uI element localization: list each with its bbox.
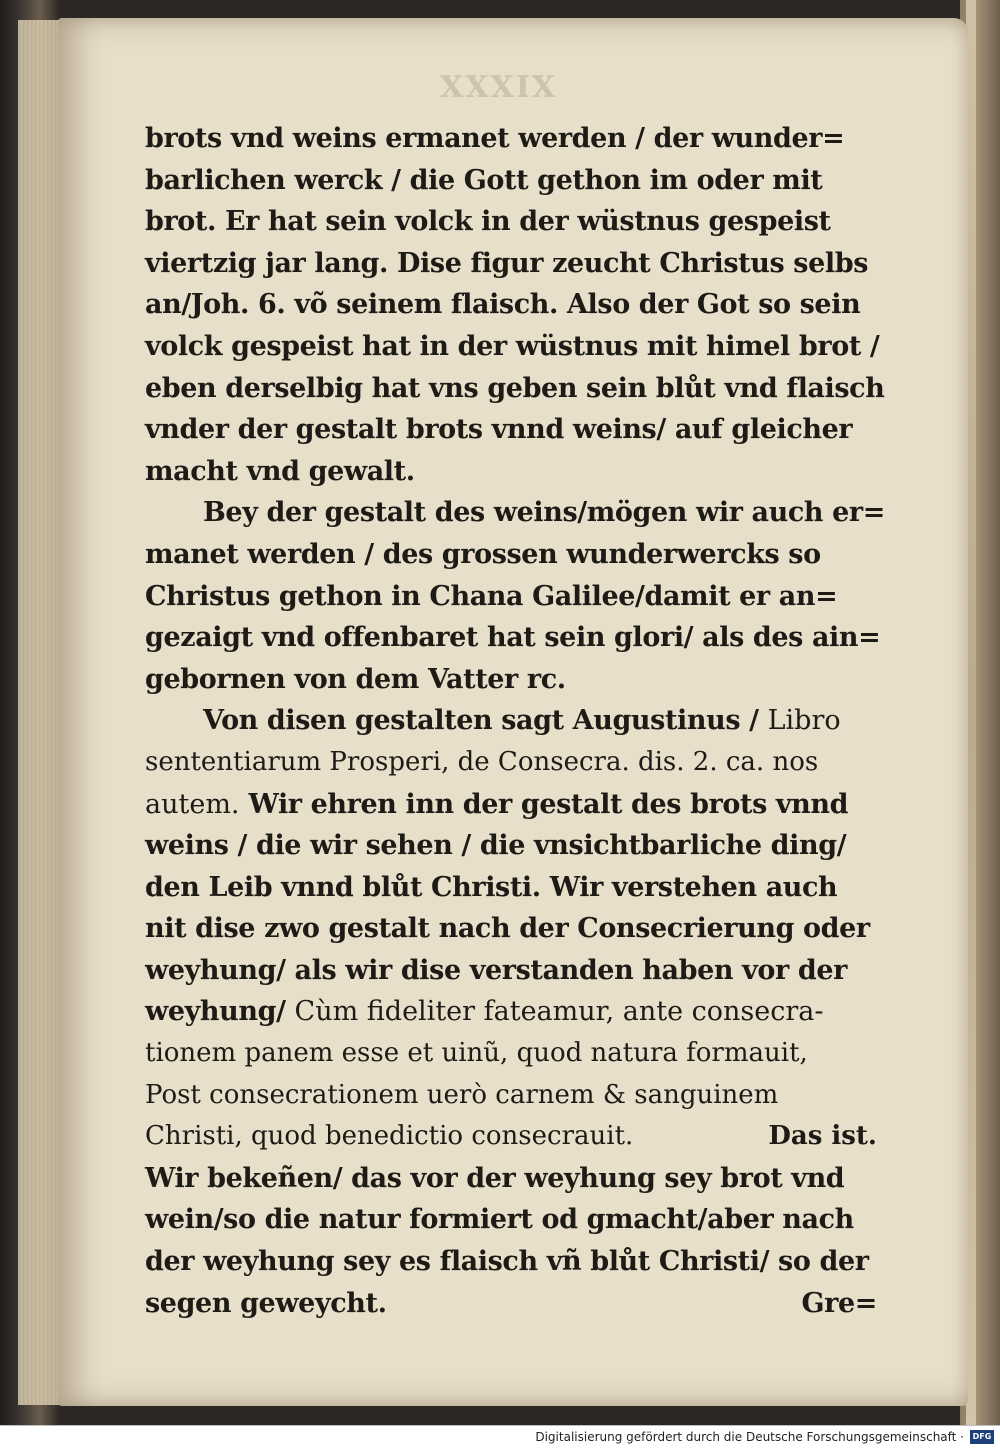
- text-line-latin: [145, 1116, 885, 1158]
- latin-span: Libro: [767, 705, 841, 737]
- text-line: eben derselbig hat vns geben sein blůt vnd flaisch: [145, 372, 885, 404]
- dfg-logo-icon: DFG: [970, 1430, 994, 1444]
- text-line-latin: sententiarum Prosperi, de Consecra. dis. 2. ca. nos: [145, 746, 819, 777]
- text-line: vnder der gestalt brots vnnd weins/ auf gleicher: [145, 414, 853, 446]
- text-line: barlichen werck / die Gott gethon im oder mit: [145, 164, 823, 196]
- text-line: manet werden / des grossen wunderwercks so: [145, 538, 821, 570]
- text-span: Von disen gestalten sagt Augustinus /: [203, 705, 759, 737]
- text-span: segen geweycht.: [145, 1287, 387, 1319]
- text-span: Wir ehren inn der gestalt des brots vnnd: [248, 788, 849, 820]
- text-line: Christus gethon in Chana Galilee/damit er an=: [145, 580, 838, 612]
- footer-credit: Digitalisierung gefördert durch die Deutsche Forschungsgemeinschaft ·: [535, 1430, 964, 1444]
- text-line: [145, 991, 885, 1033]
- text-line: der weyhung sey es flaisch vñ blůt Christi/ so der: [145, 1246, 869, 1278]
- latin-span: Cùm fideliter fateamur, ante consecra-: [294, 996, 824, 1028]
- text-line: wein/so die natur formiert od gmacht/aber nach: [145, 1204, 854, 1236]
- latin-span: Christi, quod benedictio consecrauit.: [145, 1121, 634, 1152]
- text-line: viertzig jar lang. Dise figur zeucht Christus selbs: [145, 247, 868, 279]
- text-line-latin: tionem panem esse et uinũ, quod natura formauit,: [145, 1038, 808, 1069]
- page-folio-number: XXXIX: [440, 70, 558, 105]
- text-span: Das ist.: [768, 1121, 877, 1152]
- text-line: [145, 1283, 885, 1325]
- page-text-block: [145, 118, 885, 1324]
- latin-span: autem.: [145, 788, 240, 820]
- text-line: gezaigt vnd offenbaret hat sein glori/ als des ain=: [145, 622, 881, 654]
- text-line: [145, 784, 885, 826]
- text-line: Wir bekeñen/ das vor der weyhung sey brot vnd: [145, 1162, 845, 1194]
- text-line: nit dise zwo gestalt nach der Consecrierung oder: [145, 913, 870, 945]
- text-line: weyhung/ als wir dise verstanden haben vor der: [145, 954, 847, 986]
- text-line: volck gespeist hat in der wüstnus mit himel brot /: [145, 330, 880, 362]
- text-line: gebornen von dem Vatter rc.: [145, 663, 566, 695]
- text-line: an/Joh. 6. võ seinem flaisch. Also der Got so sein: [145, 289, 861, 321]
- catchword: Gre=: [801, 1287, 877, 1319]
- text-line: macht vnd gewalt.: [145, 455, 415, 487]
- text-line: brot. Er hat sein volck in der wüstnus gespeist: [145, 206, 831, 238]
- page-stack-edge: [18, 20, 60, 1405]
- text-line: Bey der gestalt des weins/mögen wir auch er=: [203, 497, 885, 529]
- text-line: den Leib vnnd blůt Christi. Wir verstehen auch: [145, 871, 838, 903]
- text-line: brots vnd weins ermanet werden / der wunder=: [145, 123, 845, 154]
- text-span: weyhung/: [145, 996, 286, 1028]
- text-line: weins / die wir sehen / die vnsichtbarliche ding/: [145, 830, 847, 862]
- footer-bar: [0, 1425, 1000, 1449]
- text-line-latin: Post consecrationem uerò carnem & sanguinem: [145, 1079, 779, 1110]
- text-line: [145, 700, 885, 742]
